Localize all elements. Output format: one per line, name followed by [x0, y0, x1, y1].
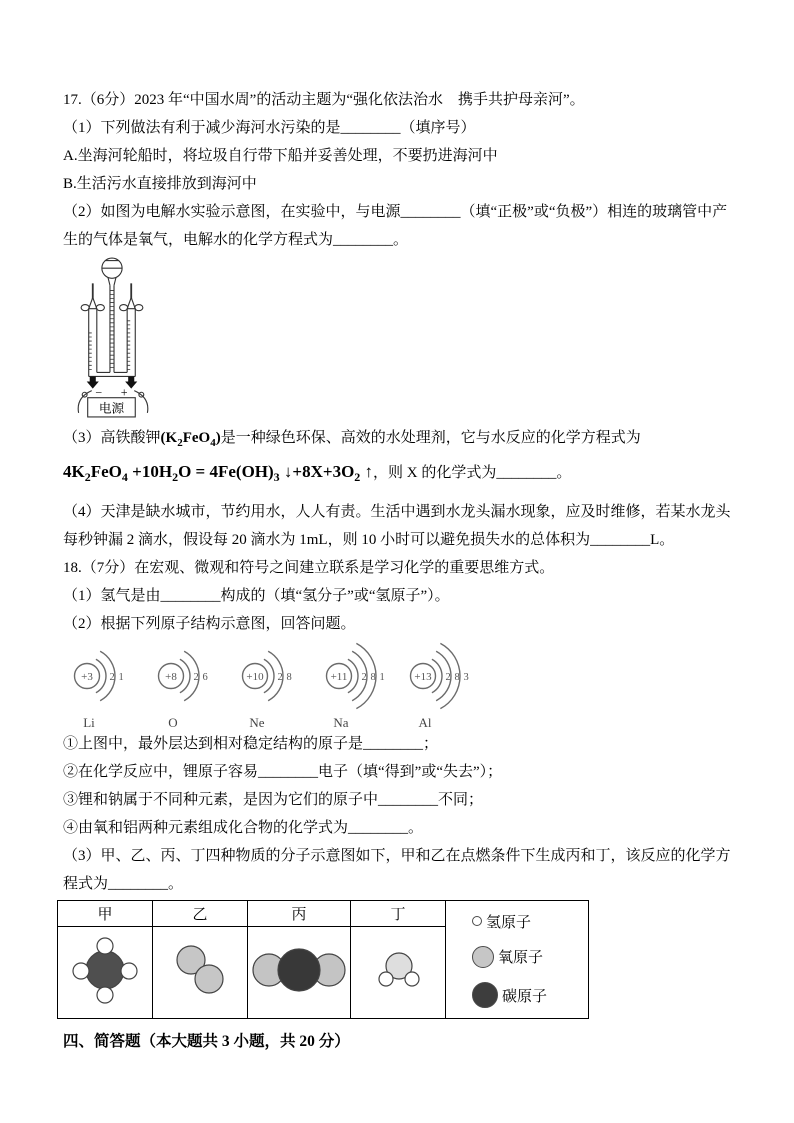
atom-legend — [446, 901, 589, 1019]
molecule-table — [57, 900, 589, 1019]
legend-oxygen — [472, 946, 588, 968]
atom-diagram-na — [315, 638, 399, 730]
question-17-stem: 17.（6分）2023 年“中国水周”的活动主题为“强化依法治水 携手共护母亲河”。 — [63, 92, 585, 108]
svg-text:2: 2 — [193, 672, 199, 683]
svg-text:+13: +13 — [414, 671, 432, 683]
plus-terminal-label: + — [120, 385, 128, 400]
svg-text:+10: +10 — [246, 671, 264, 683]
question-18-sub4: ④由氧和铝两种元素组成化合物的化学式为________。 — [63, 820, 424, 836]
question-18-part3: （3）甲、乙、丙、丁四种物质的分子示意图如下，甲和乙在点燃条件下生成丙和丁，该反应的化学方程式为________。 — [63, 848, 731, 892]
svg-text:1: 1 — [118, 672, 124, 683]
question-17-part1: （1）下列做法有利于减少海河水污染的是________（填序号） — [63, 120, 476, 136]
molecule-bing-co2 — [248, 927, 351, 1019]
question-17-option-b: B.生活污水直接排放到海河中 — [63, 176, 257, 192]
oxygen-atom-icon — [472, 946, 494, 968]
svg-text:+3: +3 — [81, 671, 93, 683]
svg-text:+11: +11 — [330, 671, 348, 683]
right-gas-tube — [120, 283, 143, 376]
svg-text:8: 8 — [286, 672, 292, 683]
legend-hydrogen-label: 氢原子 — [486, 914, 532, 931]
left-gas-tube — [81, 283, 104, 376]
svg-text:8: 8 — [370, 672, 376, 683]
k2feo4-formula: $(K_2FeO_4)$ — [160, 430, 221, 449]
legend-carbon-label: 碳原子 — [502, 988, 548, 1005]
svg-text:2: 2 — [277, 672, 283, 683]
atom-diagram-ne — [231, 638, 315, 730]
molecule-header-ding: 丁 — [351, 901, 446, 927]
svg-text:Li: Li — [83, 715, 95, 730]
svg-text:1: 1 — [379, 672, 385, 683]
molecule-ding-water — [351, 927, 446, 1019]
power-label: 电源 — [98, 401, 125, 416]
hydrogen-atom-icon — [472, 916, 482, 926]
question-18-part2: （2）根据下列原子结构示意图，回答问题。 — [63, 616, 356, 632]
molecule-header-bing: 丙 — [248, 901, 351, 927]
section-4-title: 四、简答题（本大题共 3 小题，共 20 分） — [63, 1033, 350, 1050]
carbon-atom-icon — [472, 982, 498, 1008]
atom-diagram-al — [399, 638, 483, 730]
chemical-equation: $4K_2FeO_4 +10H_2O = 4Fe(OH)_3$ $↓+8X+3O_2$ ↑，则 X 的化学式为________。 — [63, 462, 572, 484]
bottom-channel — [89, 372, 136, 376]
question-17-option-a: A.坐海河轮船时，将垃圾自行带下船并妥善处理，不要扔进海河中 — [63, 148, 498, 164]
svg-text:Ne: Ne — [249, 715, 265, 730]
question-17-part3 — [63, 424, 739, 457]
svg-text:8: 8 — [454, 672, 460, 683]
molecule-jia-methane — [58, 927, 153, 1019]
molecule-header-yi: 乙 — [153, 901, 248, 927]
legend-hydrogen — [472, 911, 588, 932]
atom-diagram-li — [63, 638, 147, 730]
svg-text:2: 2 — [361, 672, 367, 683]
question-18-part1: （1）氢气是由________构成的（填“氢分子”或“氢原子”）。 — [63, 588, 450, 604]
question-17-part4: （4）天津是缺水城市，节约用水，人人有责。生活中遇到水龙头漏水现象，应及时维修，若某水龙头每秒钟漏 2 滴水，假设每 20 滴水为 1mL，则 10 小时可以避免损失水的总体积为________L。 — [63, 504, 731, 548]
electrolysis-figure — [63, 254, 739, 424]
molecule-header-jia: 甲 — [58, 901, 153, 927]
part3-pre: （3）高铁酸钾 — [63, 430, 161, 446]
legend-carbon — [472, 982, 588, 1008]
molecule-yi-oxygen — [153, 927, 248, 1019]
legend-oxygen-label: 氧原子 — [498, 950, 544, 967]
electrodes — [87, 376, 138, 388]
question-18-sub2: ②在化学反应中，锂原子容易________电子（填“得到”或“失去”）； — [63, 764, 503, 780]
funnel-stem-ticks — [110, 290, 114, 367]
question-18-sub1: ①上图中，最外层达到相对稳定结构的原子是________； — [63, 736, 439, 752]
question-18-sub3: ③锂和钠属于不同种元素，是因为它们的原子中________不同； — [63, 792, 484, 808]
minus-terminal-label: − — [95, 385, 103, 400]
atom-diagram-o — [147, 638, 231, 730]
svg-text:2: 2 — [109, 672, 115, 683]
svg-text:3: 3 — [463, 672, 469, 683]
atomic-structure-diagrams — [63, 638, 739, 730]
svg-text:Na: Na — [333, 715, 349, 730]
svg-text:O: O — [168, 715, 178, 730]
svg-text:6: 6 — [202, 672, 208, 683]
electrolysis-apparatus — [67, 254, 159, 422]
svg-text:2: 2 — [445, 672, 451, 683]
question-18-stem: 18.（7分）在宏观、微观和符号之间建立联系是学习化学的重要思维方式。 — [63, 560, 555, 576]
svg-text:Al: Al — [418, 715, 432, 730]
question-17-part2: （2）如图为电解水实验示意图，在实验中，与电源________（填“正极”或“负极”）相连的玻璃管中产生的气体是氧气，电解水的化学方程式为________。 — [63, 204, 728, 248]
svg-text:+8: +8 — [165, 671, 177, 683]
part3-post: 是一种绿色环保、高效的水处理剂，它与水反应的化学方程式为 — [220, 430, 641, 446]
